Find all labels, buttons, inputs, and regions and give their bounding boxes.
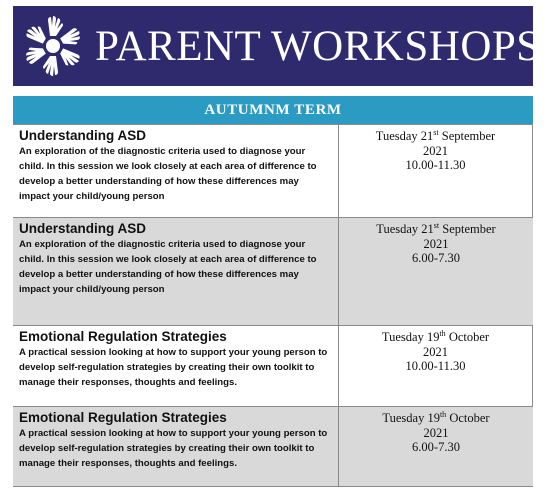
hands-circle-logo-icon [21,14,85,78]
session-year: 2021 [423,425,449,440]
session-date [338,125,533,217]
session-title: Emotional Regulation Strategies [19,410,227,425]
session-description: An exploration of the diagnostic criteria used to diagnose your child. In this session we look closely at each area of difference to develop a better understanding of how these differences may impact your child/young person [19,146,317,202]
session-description: A practical session looking at how to support your young person to develop self-regulation strategies by creating their own toolkit to manage their responses, thoughts and feelings. [19,347,328,388]
session-year: 2021 [423,344,448,359]
session-year: 2021 [423,143,448,158]
session-month: September [441,129,496,144]
session-description: An exploration of the diagnostic criteria used to diagnose your child. In this session we look closely at each area of difference to develop a better understanding of how these differences may impact your child/young person [19,239,317,295]
session-title: Emotional Regulation Strategies [19,329,227,344]
session-date [338,218,533,325]
header-banner [13,6,541,86]
session-day-suffix: th [439,329,446,338]
session-info [13,407,338,486]
session-row [13,406,533,486]
session-row [13,325,533,406]
session-description: A practical session looking at how to support your young person to develop self-regulation strategies by creating their own toolkit to manage their responses, thoughts and feelings. [19,428,328,469]
session-date [338,326,533,406]
session-row [13,124,533,217]
page-title: PARENT WORKSHOPS [95,22,541,70]
table-bottom-border [13,486,533,487]
session-day: Tuesday 19 [382,411,440,426]
session-info [13,326,338,406]
session-day-suffix: st [433,128,439,137]
session-month: September [442,222,496,237]
session-month: October [448,330,490,345]
term-header: AUTUMNM TERM [13,96,533,124]
session-day: Tuesday 21 [375,129,434,144]
session-month: October [449,411,490,426]
session-info [13,218,338,325]
session-time: 6.00-7.30 [412,251,460,266]
session-year: 2021 [423,236,449,251]
session-time: 6.00-7.30 [412,440,460,455]
session-day-suffix: st [433,221,440,230]
session-row [13,217,533,325]
session-date [338,407,533,486]
session-day: Tuesday 21 [376,222,434,237]
session-title: Understanding ASD [19,128,147,143]
session-time: 10.00-11.30 [405,359,466,374]
session-title: Understanding ASD [19,221,147,236]
session-time: 10.00-11.30 [405,158,466,173]
session-day-suffix: th [439,410,447,419]
session-day: Tuesday 19 [381,330,440,345]
session-info [13,125,338,217]
